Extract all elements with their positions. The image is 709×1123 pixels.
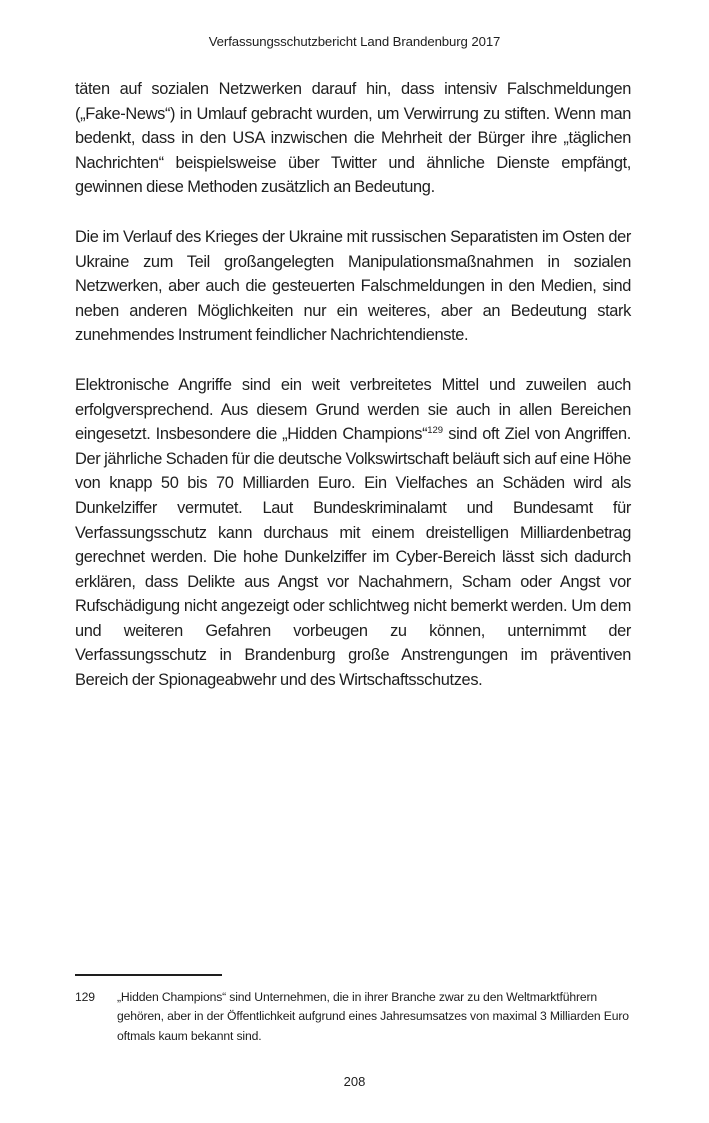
footnote-text: „Hidden Champions“ sind Unternehmen, die in ihrer Branche zwar zu den Weltmarktführern gehören, aber in der Öffentlichkeit aufgrund eines Jahresumsatzes von maximal 3 Milliarden Euro oftmals kaum bekannt sind.: [117, 990, 629, 1043]
running-header: Verfassungsschutzbericht Land Brandenburg 2017: [208, 34, 501, 49]
page-number: 208: [343, 1074, 366, 1089]
paragraph-3-text-before-ref: Elektronische Angriffe sind ein weit verbreitetes Mittel und zuweilen auch erfolgversprechend. Aus diesem Grund werden sie auch in allen Bereichen eingesetzt. Insbesondere die „Hidden Champions“: [75, 375, 631, 444]
paragraph-3: [75, 373, 631, 693]
paragraph-1: täten auf sozialen Netzwerken darauf hin, dass intensiv Falschmeldungen („Fake-News“) in Umlauf gebracht wurden, um Verwirrung zu stiften. Wenn man bedenkt, dass in den USA inzwischen die Mehrheit der Bürger ihre „täglichen Nachrichten“ beispielsweise über Twitter und ähnliche Dienste empfängt, gewinnen diese Methoden zusätzlich an Bedeutung.: [75, 80, 631, 197]
footnote: [75, 988, 635, 1046]
footnote-number: 129: [75, 990, 95, 1004]
body-text: [75, 77, 631, 718]
footnote-separator: [75, 974, 222, 976]
footnote-reference[interactable]: 129: [427, 425, 444, 437]
paragraph-2: Die im Verlauf des Krieges der Ukraine mit russischen Separatisten im Osten der Ukraine zum Teil großangelegten Manipulationsmaßnahmen in sozialen Netzwerken, aber auch die gesteuerten Falschmeldungen in den Medien, sind neben anderen Möglichkeiten nur ein weiteres, aber an Bedeutung stark zunehmendes Instrument feindlicher Nachrichtendienste.: [75, 227, 631, 345]
paragraph-3-text-after-ref: sind oft Ziel von Angriffen. Der jährliche Schaden für die deutsche Volkswirtschaft beläuft sich auf eine Höhe von knapp 50 bis 70 Milliarden Euro. Ein Vielfaches an Schäden wird als Dunkelziffer vermutet. Laut Bundeskriminalamt und Bundesamt für Verfassungsschutz kann durchaus mit einem dreistelligen Milliardenbetrag gerechnet werden. Die hohe Dunkelziffer im Cyber-Bereich lässt sich dadurch erklären, dass Delikte aus Angst vor Nachahmern, Scham oder Angst vor Rufschädigung nicht angezeigt oder schlichtweg nicht bemerkt werden. Um dem und weiteren Gefahren vorbeugen zu können, unternimmt der Verfassungsschutz in Brandenburg große Anstrengungen im präventiven Bereich der Spionageabwehr und des Wirtschaftsschutzes.: [75, 425, 631, 690]
